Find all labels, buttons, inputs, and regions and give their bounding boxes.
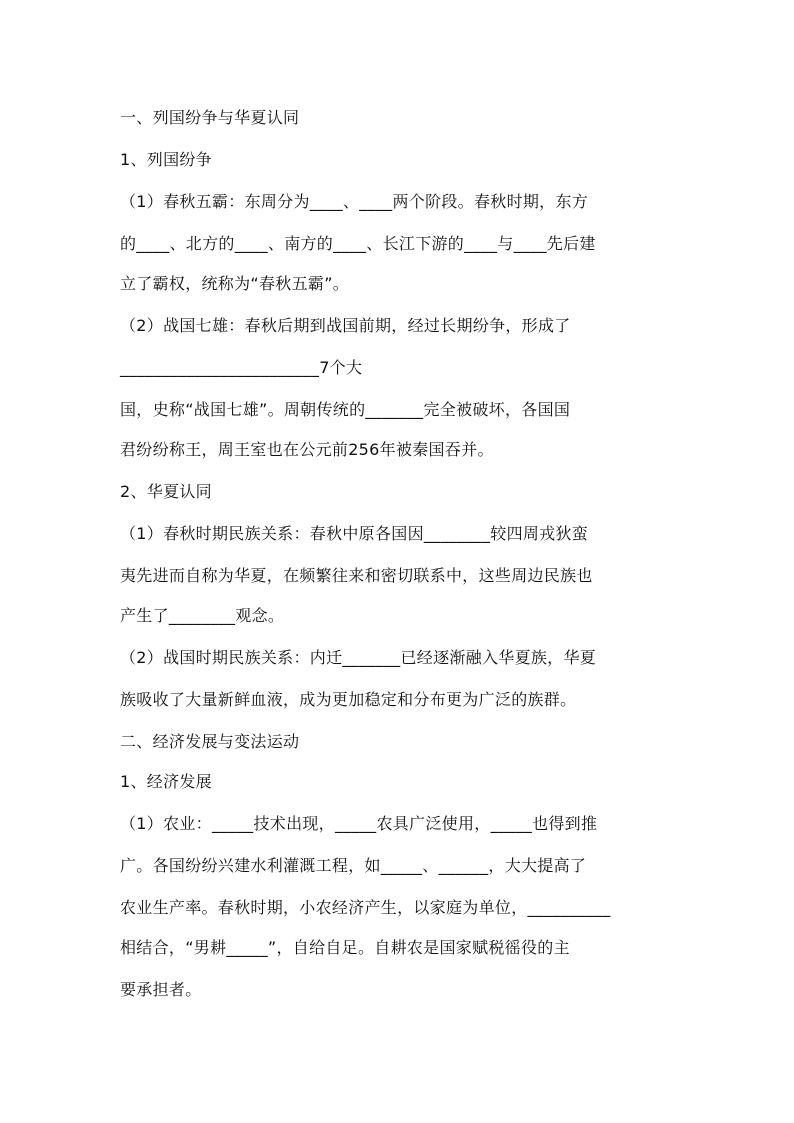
paragraph-line: ________________________7个大 xyxy=(120,358,363,377)
paragraph-line: 君纷纷称王，周王室也在公元前256年被秦国吞并。 xyxy=(120,440,494,459)
paragraph-line: （2）战国七雄：春秋后期到战国前期，经过长期纷争，形成了 xyxy=(120,316,571,335)
paragraph-line: 立了霸权，统称为“春秋五霸”。 xyxy=(120,274,350,293)
paragraph-line: 夷先进而自称为华夏，在频繁往来和密切联系中，这些周边民族也 xyxy=(120,566,593,585)
paragraph-line: 相结合，“男耕_____”，自给自足。自耕农是国家赋税徭役的主 xyxy=(120,938,570,957)
subheading-1-1: 1、列国纷争 xyxy=(120,150,212,169)
paragraph-line: 族吸收了大量新鲜血液，成为更加稳定和分布更为广泛的族群。 xyxy=(120,690,577,709)
section-heading-2: 二、经济发展与变法运动 xyxy=(120,732,300,751)
paragraph-line: 广。各国纷纷兴建水利灌溉工程，如_____、______，大大提高了 xyxy=(120,856,587,875)
paragraph-line: （1）春秋时期民族关系：春秋中原各国因________较四周戎狄蛮 xyxy=(120,524,589,543)
paragraph-line: 产生了________观念。 xyxy=(120,606,285,625)
paragraph-line: 农业生产率。春秋时期，小农经济产生，以家庭为单位，__________ xyxy=(120,898,611,917)
section-heading-1: 一、列国纷争与华夏认同 xyxy=(120,108,300,127)
subheading-1-2: 2、华夏认同 xyxy=(120,482,212,501)
paragraph-line: （1）农业：_____技术出现，_____农具广泛使用，_____也得到推 xyxy=(120,814,598,833)
paragraph-line: 国，史称“战国七雄”。周朝传统的_______完全被破坏，各国国 xyxy=(120,400,571,419)
paragraph-line: （1）春秋五霸：东周分为____、____两个阶段。春秋时期，东方 xyxy=(120,192,589,211)
paragraph-line: 的____、北方的____、南方的____、长江下游的____与____先后建 xyxy=(120,234,596,253)
subheading-2-1: 1、经济发展 xyxy=(120,772,212,791)
paragraph-line: （2）战国时期民族关系：内迁_______已经逐渐融入华夏族，华夏 xyxy=(120,648,597,667)
paragraph-line: 要承担者。 xyxy=(120,980,202,999)
